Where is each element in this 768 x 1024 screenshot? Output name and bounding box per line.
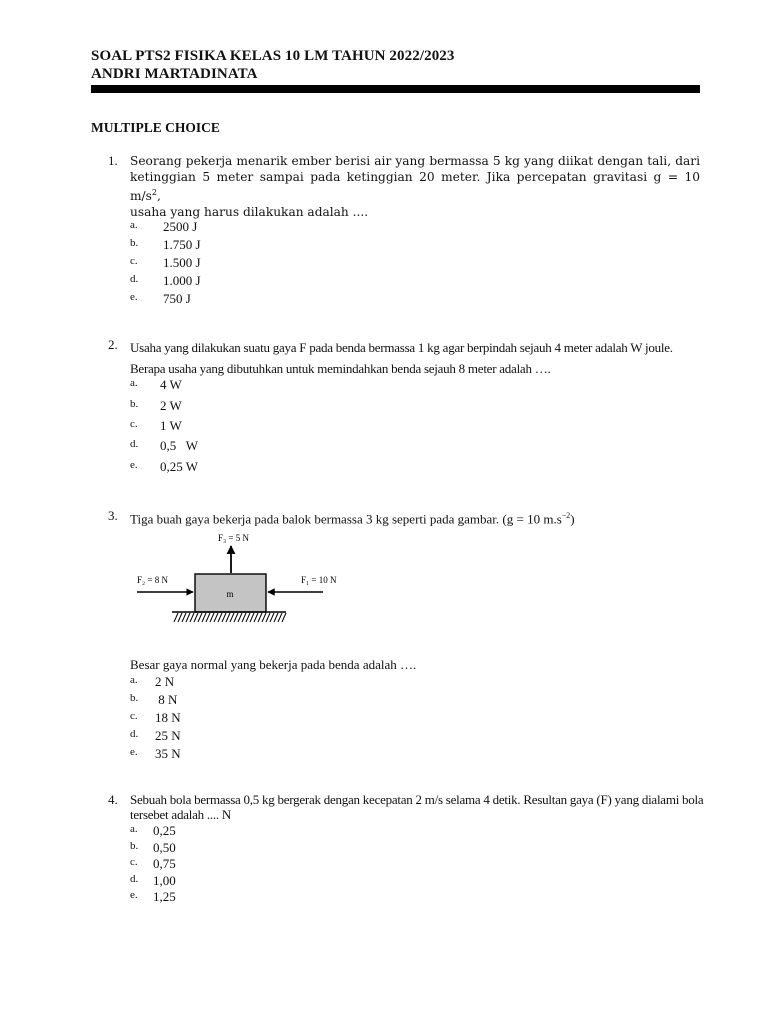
f2-label: F₂ = 8 N bbox=[137, 575, 168, 585]
option-value: 0,25 W bbox=[160, 459, 199, 474]
question-1-text-line3: usaha yang harus dilakukan adalah .... bbox=[130, 205, 369, 220]
document-header bbox=[91, 47, 455, 83]
question-2-text: Usaha yang dilakukan suatu gaya F pada benda bermassa 1 kg agar berpindah sejauh 4 meter adalah W joule. Berapa usaha yang dibutuhkan untuk memindahkan benda sejauh 8 meter adalah …. bbox=[130, 340, 673, 376]
option-value: 2 W bbox=[160, 398, 182, 413]
option-value: 0,5 W bbox=[160, 438, 199, 453]
question-3-text-main: Tiga buah gaya bekerja pada balok bermassa 3 kg seperti pada gambar. (g = 10 m.s bbox=[130, 511, 562, 527]
option-value: 0,75 bbox=[153, 856, 176, 871]
option-value: 18 N bbox=[155, 710, 181, 725]
question-3-text-suffix: ) bbox=[570, 511, 575, 527]
option-letter: a. bbox=[130, 823, 138, 835]
header-line-2: ANDRI MARTADINATA bbox=[91, 66, 258, 82]
header-divider bbox=[91, 85, 700, 93]
f1-label: F₁ = 10 N bbox=[301, 575, 337, 585]
option-value: 2 N bbox=[155, 674, 175, 689]
option-value: 0,25 bbox=[153, 823, 176, 838]
option-value: 1.500 J bbox=[163, 255, 201, 270]
option-letter: a. bbox=[130, 219, 138, 231]
question-3-subquestion: Besar gaya normal yang bekerja pada benda adalah …. bbox=[130, 657, 417, 672]
block-label: m bbox=[226, 589, 234, 599]
question-1-superscript: 2 bbox=[151, 188, 158, 197]
option-value: 1,25 bbox=[153, 889, 176, 904]
section-title: MULTIPLE CHOICE bbox=[91, 120, 220, 135]
question-4-text: Sebuah bola bermassa 0,5 kg bergerak dengan kecepatan 2 m/s selama 4 detik. Resultan gaya (F) yang dialami bola tersebet adalah .... N bbox=[130, 792, 704, 822]
f3-label: F₃ = 5 N bbox=[218, 533, 249, 543]
option-letter: d. bbox=[130, 728, 139, 740]
question-1-text-main: Seorang pekerja menarik ember berisi air yang bermassa 5 kg yang diikat dengan tali, dari ketinggian 5 meter sampai pada ketinggian 20 meter. Jika percepatan gravitasi g = 10 m/s bbox=[130, 154, 700, 204]
option-letter: e. bbox=[130, 459, 138, 471]
option-value: 1.750 J bbox=[163, 237, 201, 252]
question-1-text-suffix: , bbox=[157, 189, 161, 204]
option-letter: c. bbox=[130, 710, 138, 722]
option-letter: c. bbox=[130, 856, 138, 868]
option-letter: a. bbox=[130, 674, 138, 686]
option-value: 35 N bbox=[155, 746, 181, 761]
option-letter: e. bbox=[130, 291, 138, 303]
question-1-number: 1. bbox=[108, 153, 118, 168]
option-letter: d. bbox=[130, 873, 139, 885]
option-value: 8 N bbox=[155, 692, 178, 707]
question-3-text bbox=[130, 508, 700, 527]
question-3-number: 3. bbox=[108, 508, 118, 523]
question-2-number: 2. bbox=[108, 337, 118, 352]
option-letter: b. bbox=[130, 237, 139, 249]
option-value: 750 J bbox=[163, 291, 191, 306]
question-3-superscript: −2 bbox=[561, 511, 571, 520]
option-letter: d. bbox=[130, 273, 139, 285]
option-letter: b. bbox=[130, 692, 139, 704]
option-value: 25 N bbox=[155, 728, 181, 743]
option-letter: c. bbox=[130, 255, 138, 267]
question-4-number: 4. bbox=[108, 792, 118, 807]
question-1-text bbox=[130, 153, 700, 220]
option-letter: e. bbox=[130, 889, 138, 901]
option-letter: e. bbox=[130, 746, 138, 758]
option-letter: d. bbox=[130, 438, 139, 450]
option-letter: b. bbox=[130, 398, 139, 410]
option-letter: a. bbox=[130, 377, 138, 389]
header-line-1: SOAL PTS2 FISIKA KELAS 10 LM TAHUN 2022/2023 bbox=[91, 48, 455, 64]
option-value: 0,50 bbox=[153, 840, 176, 855]
option-value: 2500 J bbox=[163, 219, 198, 234]
option-letter: c. bbox=[130, 418, 138, 430]
option-value: 1.000 J bbox=[163, 273, 201, 288]
force-diagram bbox=[0, 528, 768, 638]
option-value: 1 W bbox=[160, 418, 182, 433]
ground-hatching bbox=[174, 613, 286, 622]
option-value: 1,00 bbox=[153, 873, 176, 888]
option-value: 4 W bbox=[160, 377, 182, 392]
option-letter: b. bbox=[130, 840, 139, 852]
